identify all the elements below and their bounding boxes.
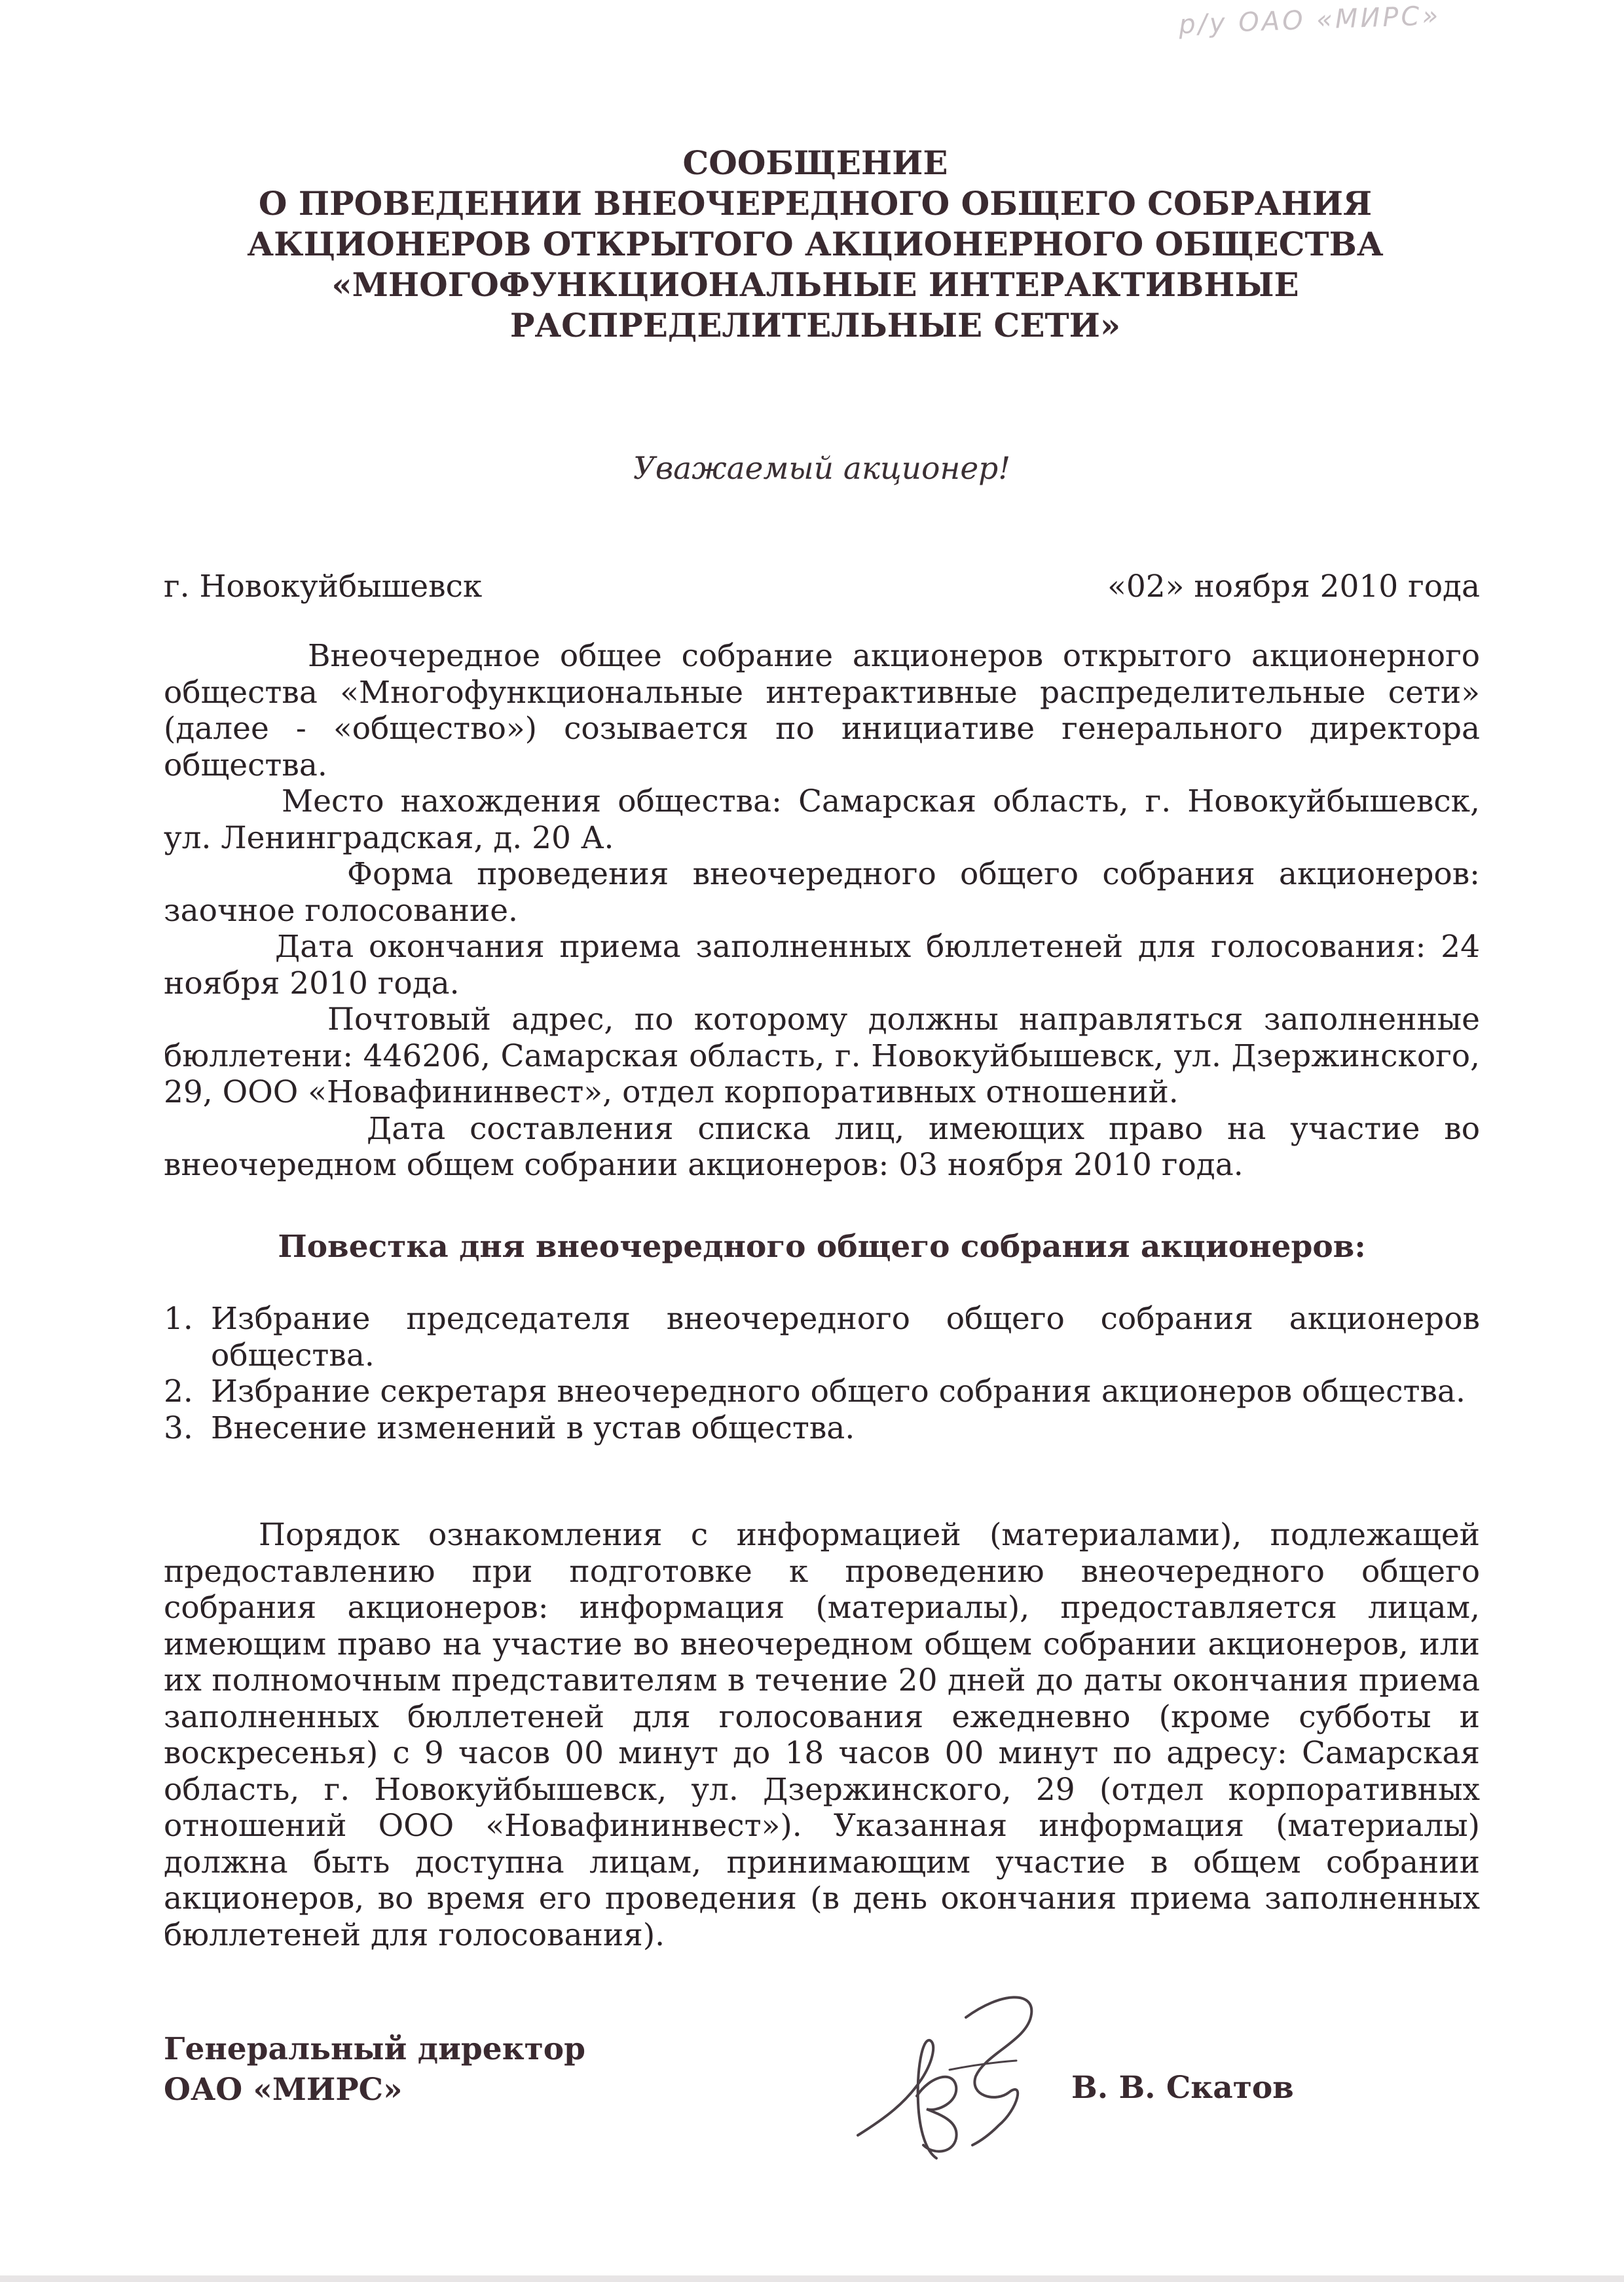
signature-icon — [845, 1978, 1061, 2175]
place-date-row — [164, 569, 1480, 605]
scan-edge — [0, 2275, 1624, 2282]
agenda-item — [164, 1301, 1480, 1374]
signer-name: В. В. Скатов — [1071, 2070, 1294, 2106]
handwritten-corner-note: р/у ОАО «МИРС» — [1178, 1, 1441, 40]
agenda-list — [164, 1301, 1480, 1446]
notice-body — [164, 638, 1480, 1184]
paragraph-location: Место нахождения общества: Самарская область, г. Новокуйбышевск, ул. Ленинградская, д. 20 А. — [164, 783, 1480, 856]
agenda-item-number: 1. — [164, 1301, 193, 1337]
greeting: Уважаемый акционер! — [633, 451, 1011, 487]
agenda-item — [164, 1410, 1480, 1447]
title-line: РАСПРЕДЕЛИТЕЛЬНЫЕ СЕТИ» — [509, 306, 1121, 345]
procedure-section — [164, 1517, 1480, 1953]
signer-position: Генеральный директор — [164, 2031, 585, 2067]
date: «02» ноября 2010 года — [1107, 569, 1480, 605]
agenda-item — [164, 1374, 1480, 1410]
paragraph-deadline: Дата окончания приема заполненных бюллетеней для голосования: 24 ноября 2010 года. — [164, 929, 1480, 1001]
title-line: О ПРОВЕДЕНИИ ВНЕОЧЕРЕДНОГО ОБЩЕГО СОБРАНИЯ — [258, 184, 1373, 223]
document-title — [164, 143, 1467, 346]
agenda-item-text: Избрание председателя внеочередного общего собрания акционеров общества. — [211, 1301, 1480, 1374]
title-line: АКЦИОНЕРОВ ОТКРЫТОГО АКЦИОНЕРНОГО ОБЩЕСТВА — [247, 225, 1384, 263]
title-line: «МНОГОФУНКЦИОНАЛЬНЫЕ ИНТЕРАКТИВНЫЕ — [331, 265, 1299, 304]
agenda-item-number: 2. — [164, 1374, 193, 1410]
paragraph-form: Форма проведения внеочередного общего собрания акционеров: заочное голосование. — [164, 856, 1480, 929]
signer-block — [164, 2029, 585, 2110]
agenda-item-text: Избрание секретаря внеочередного общего собрания акционеров общества. — [211, 1374, 1466, 1410]
agenda-title: Повестка дня внеочередного общего собрания акционеров: — [278, 1229, 1366, 1265]
city: г. Новокуйбышевск — [164, 569, 483, 605]
title-line: СООБЩЕНИЕ — [682, 143, 948, 182]
paragraph-postal-address: Почтовый адрес, по которому должны направляться заполненные бюллетени: 446206, Самарская область, г. Новокуйбышевск, ул. Дзержинского, 29, ООО «Новафининвест», отдел корпоративных отношений. — [164, 1001, 1480, 1110]
paragraph-convening: Внеочередное общее собрание акционеров открытого акционерного общества «Многофункциональные интерактивные распределительные сети» (далее - «общество») созывается по инициативе генерального директора общества. — [164, 638, 1480, 783]
paragraph-record-date: Дата составления списка лиц, имеющих право на участие во внеочередном общем собрании акционеров: 03 ноября 2010 года. — [164, 1110, 1480, 1183]
signer-company: ОАО «МИРС» — [164, 2072, 403, 2108]
paragraph-procedure: Порядок ознакомления с информацией (материалами), подлежащей предоставлению при подготовке к проведению внеочередного общего собрания акционеров: информация (материалы), предоставляется лицам, имеющим право на участие во внеочередном общем собрании акционеров, или их полномочным представителям в течение 20 дней до даты окончания приема заполненных бюллетеней для голосования ежедневно (кроме субботы и воскресенья) с 9 часов 00 минут до 18 часов 00 минут по адресу: Самарская область, г. Новокуйбышевск, ул. Дзержинского, 29 (отдел корпоративных отношений ООО «Новафининвест»). Указанная информация (материалы) должна быть доступна лицам, принимающим участие в общем собрании акционеров, во время его проведения (в день окончания приема заполненных бюллетеней для голосования). — [164, 1517, 1480, 1953]
agenda-item-text: Внесение изменений в устав общества. — [211, 1410, 855, 1446]
agenda-item-number: 3. — [164, 1410, 193, 1446]
